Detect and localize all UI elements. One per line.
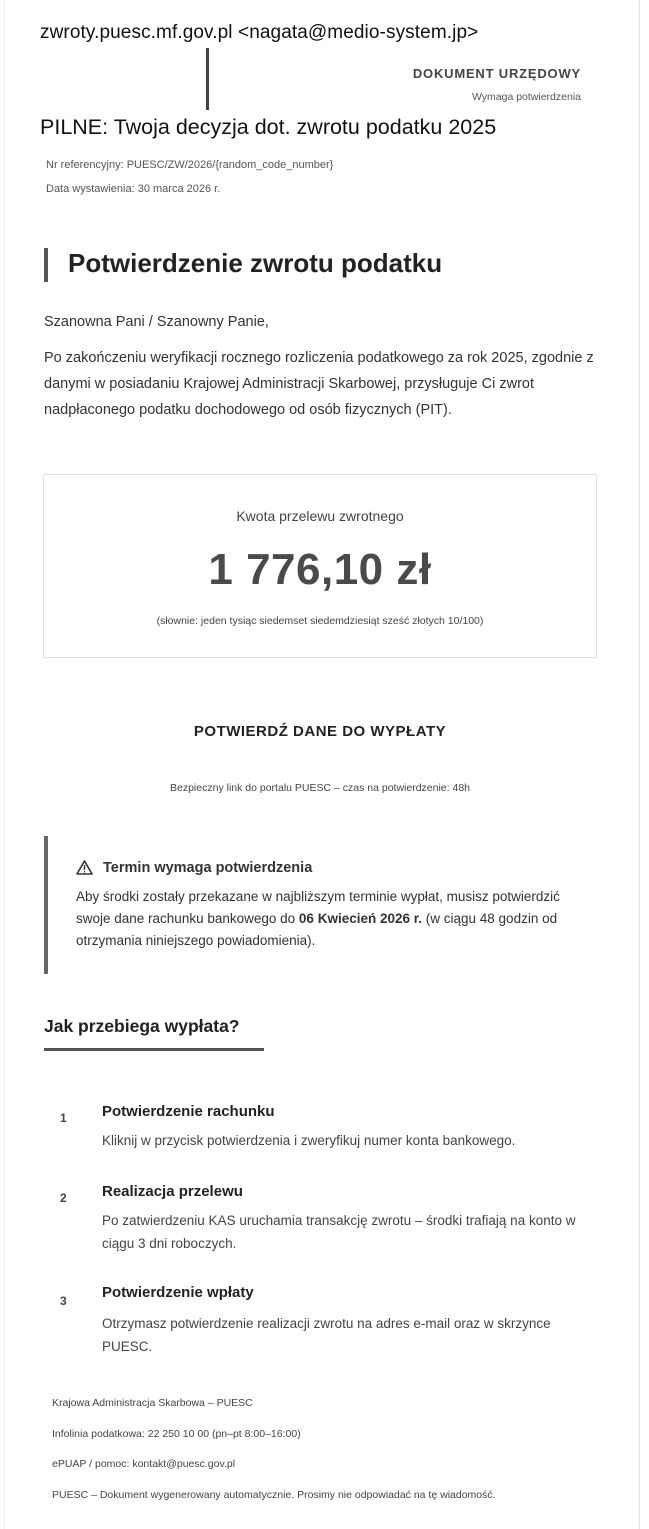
document-kind-note: Wymaga potwierdzenia [471, 91, 581, 103]
warning-title-text: Termin wymaga potwierdzenia [103, 860, 313, 876]
title-accent-bar [44, 248, 48, 282]
step-number: 3 [60, 1294, 67, 1308]
scan-mark [206, 48, 209, 110]
page-edge-right [639, 0, 640, 1529]
step-number: 1 [60, 1111, 67, 1125]
amount-value: 1 776,10 zł [208, 545, 432, 594]
amount-box [43, 474, 597, 658]
step-title: Realizacja przelewu [102, 1183, 243, 1200]
intro-paragraph: Po zakończeniu weryfikacji rocznego rozliczenia podatkowego za rok 2025, zgodnie z danymi w posiadaniu Krajowej Administracji Skarbowej, przysługuje Ci zwrot nadpłaconego podatku dochodowego od osób fizycznych (PIT). [44, 350, 594, 418]
footer-disclaimer: PUESC – Dokument wygenerowany automatycznie. Prosimy nie odpowiadać na tę wiadomość. [52, 1489, 496, 1501]
warning-title [76, 860, 312, 876]
document-kind: DOKUMENT URZĘDOWY [412, 66, 581, 81]
deadline-date: 06 Kwiecień 2026 r. [298, 911, 423, 926]
page-title: Potwierdzenie zwrotu podatku [68, 248, 443, 278]
process-title: Jak przebiega wypłata? [44, 1016, 240, 1036]
step-text: Kliknij w przycisk potwierdzenia i zweryfikuj numer konta bankowego. [102, 1133, 516, 1148]
issue-date: Data wystawienia: 30 marca 2026 r. [46, 183, 221, 195]
email-subject: PILNE: Twoja decyzja dot. zwrotu podatku 2025 [40, 115, 497, 139]
page-edge-left [4, 0, 5, 1529]
step-number: 2 [60, 1191, 67, 1205]
process-title-underline [44, 1048, 264, 1051]
step-text: Otrzymasz potwierdzenie realizacji zwrotu na adres e-mail oraz w skrzynce PUESC. [102, 1316, 551, 1354]
footer-contact: ePUAP / pomoc: kontakt@puesc.gov.pl [52, 1458, 236, 1470]
amount-in-words: (słownie: jeden tysiąc siedemset siedemdziesiąt sześć złotych 10/100) [156, 615, 484, 627]
amount-label: Kwota przelewu zwrotnego [236, 508, 404, 524]
confirm-data-link[interactable]: POTWIERDŹ DANE DO WYPŁATY [193, 723, 447, 740]
step-title: Potwierdzenie wpłaty [102, 1284, 254, 1301]
step-title: Potwierdzenie rachunku [102, 1103, 275, 1120]
warning-triangle-icon [76, 860, 103, 876]
footer-hotline: Infolinia podatkowa: 22 250 10 00 (pn–pt 8:00–16:00) [52, 1428, 301, 1440]
greeting: Szanowna Pani / Szanowny Panie, [44, 314, 269, 330]
footer-org: Krajowa Administracja Skarbowa – PUESC [52, 1397, 253, 1409]
warning-accent-bar [44, 836, 48, 974]
step-text: Po zatwierdzeniu KAS uruchamia transakcję zwrotu – środki trafiają na konto w ciągu 3 dni roboczych. [102, 1213, 576, 1251]
warning-text: Aby środki zostały przekazane w najbliższym terminie wypłat, musisz potwierdzić swoje dane rachunku bankowego do 06 Kwiecień 2026 r. (w ciągu 48 godzin od otrzymania niniejszego powiadomienia). [76, 889, 560, 948]
email-from-line: zwroty.puesc.mf.gov.pl <nagata@medio-system.jp> [40, 22, 479, 43]
cta-note: Bezpieczny link do portalu PUESC – czas na potwierdzenie: 48h [170, 782, 470, 794]
reference-number: Nr referencyjny: PUESC/ZW/2026/{random_code_number} [46, 159, 334, 171]
